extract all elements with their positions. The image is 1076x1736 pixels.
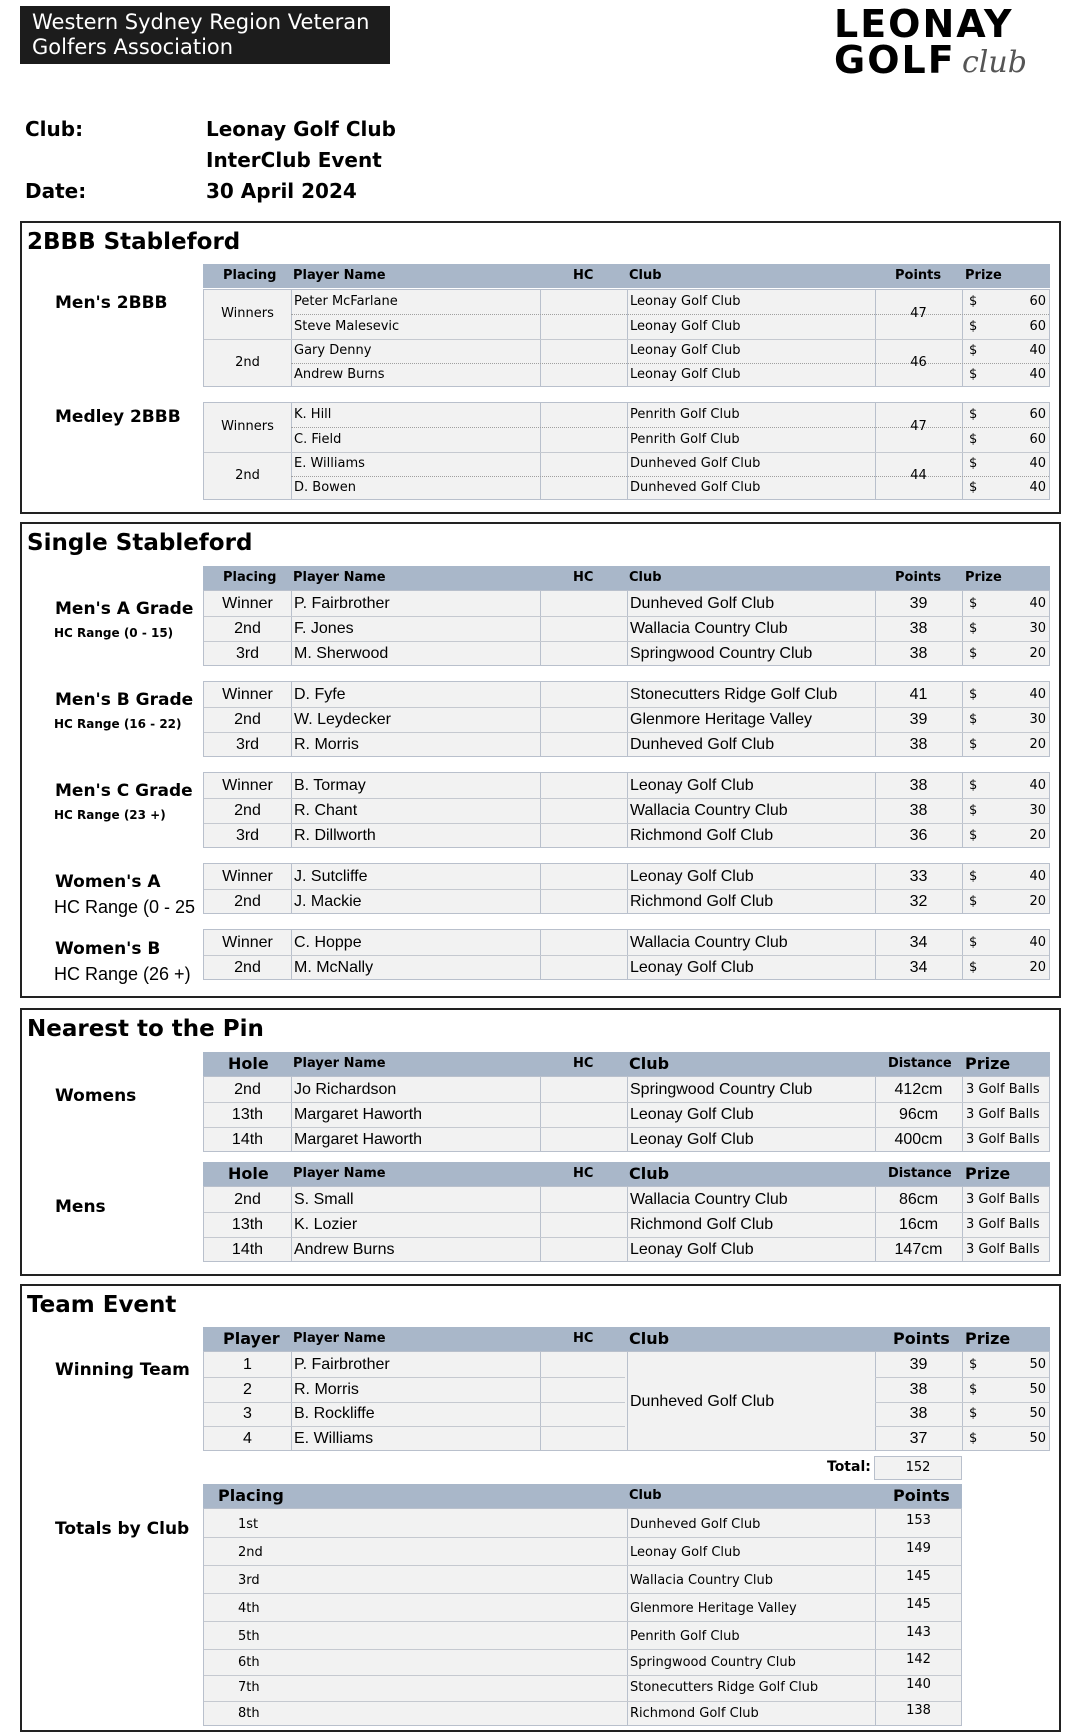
team-club-cell: Dunheved Golf Club — [630, 1393, 775, 1410]
player-name-cell: R. Morris — [294, 1381, 359, 1398]
results-block — [203, 863, 1050, 914]
club-cell: Leonay Golf Club — [630, 868, 754, 885]
player-name-cell: M. Sherwood — [294, 645, 389, 662]
placing-cell: Winners — [221, 419, 274, 434]
currency-cell: $ — [969, 407, 978, 422]
player-name-cell: K. Hill — [294, 407, 332, 422]
player-name-cell: K. Lozier — [294, 1216, 358, 1233]
team-results-block — [203, 1351, 1050, 1451]
points-cell: 38 — [909, 1405, 928, 1422]
points-cell: 153 — [906, 1513, 931, 1528]
points-cell: 34 — [909, 934, 928, 951]
header-club: Club — [629, 1488, 662, 1503]
currency-cell: $ — [969, 1382, 978, 1397]
group-label: Men's C Grade — [55, 781, 193, 801]
logo-line2: GOLF — [834, 38, 956, 82]
results-block — [203, 772, 1050, 848]
club-cell: Wallacia Country Club — [630, 934, 788, 951]
date-label: Date: — [25, 179, 87, 203]
section-2bbb-stableford — [20, 221, 1061, 514]
club-cell: Leonay Golf Club — [630, 1241, 754, 1258]
distance-cell: 147cm — [894, 1241, 943, 1258]
distance-cell: 412cm — [894, 1081, 943, 1098]
points-cell: 38 — [909, 620, 928, 637]
points-cell: 38 — [909, 736, 928, 753]
player-number-cell: 3 — [243, 1405, 252, 1422]
currency-cell: $ — [969, 319, 978, 334]
results-block — [203, 929, 1050, 980]
results-block — [203, 681, 1050, 757]
placing-cell: Winner — [222, 868, 273, 885]
currency-cell: $ — [969, 646, 978, 661]
hc-range-label: HC Range (0 - 15) — [54, 626, 174, 640]
currency-cell: $ — [969, 712, 978, 727]
placing-cell: 1st — [238, 1517, 259, 1532]
currency-cell: $ — [969, 935, 978, 950]
table-header — [203, 1484, 962, 1508]
club-cell: Richmond Golf Club — [630, 1706, 759, 1721]
club-cell: Springwood Country Club — [630, 1081, 813, 1098]
player-name-cell: Andrew Burns — [294, 1241, 395, 1258]
prize-cell: 50 — [1029, 1406, 1046, 1421]
club-cell: Wallacia Country Club — [630, 1573, 773, 1588]
club-cell: Leonay Golf Club — [630, 367, 741, 382]
points-cell: 145 — [906, 1597, 931, 1612]
header-points: Points — [893, 1329, 950, 1348]
points-cell: 47 — [910, 419, 927, 434]
hc-range-label: HC Range (23 +) — [54, 808, 166, 822]
player-name-cell: J. Sutcliffe — [294, 868, 368, 885]
player-number-cell: 4 — [243, 1430, 252, 1447]
hole-cell: 2nd — [234, 1191, 261, 1208]
club-cell: Leonay Golf Club — [630, 1131, 754, 1148]
header-prize: Prize — [965, 570, 1002, 585]
prize-cell: 3 Golf Balls — [966, 1107, 1040, 1122]
placing-cell: 7th — [238, 1680, 260, 1695]
club-cell: Stonecutters Ridge Golf Club — [630, 1680, 819, 1695]
placing-cell: 2nd — [234, 711, 261, 728]
player-name-cell: Steve Malesevic — [294, 319, 400, 334]
section-team-event — [20, 1284, 1061, 1732]
hc-range-label: HC Range (26 +) — [54, 964, 191, 984]
club-cell: Springwood Country Club — [630, 1655, 796, 1670]
placing-cell: 4th — [238, 1601, 260, 1616]
points-cell: 143 — [906, 1625, 931, 1640]
currency-cell: $ — [969, 869, 978, 884]
results-block — [203, 1186, 1050, 1262]
prize-cell: 30 — [1029, 712, 1046, 727]
hole-cell: 14th — [231, 1131, 264, 1148]
header-prize: Prize — [965, 1164, 1011, 1183]
player-name-cell: Jo Richardson — [294, 1081, 397, 1098]
club-cell: Penrith Golf Club — [630, 407, 740, 422]
points-cell: 37 — [909, 1430, 928, 1447]
prize-cell: 20 — [1029, 894, 1046, 909]
header-hole: Hole — [228, 1164, 269, 1183]
group-label: Mens — [55, 1197, 106, 1217]
header-club: Club — [629, 1329, 670, 1348]
points-cell: 41 — [909, 686, 928, 703]
prize-cell: 3 Golf Balls — [966, 1192, 1040, 1207]
table-header — [203, 1052, 1050, 1076]
placing-cell: Winner — [222, 777, 273, 794]
organisation-name-line1: Western Sydney Region Veteran — [32, 10, 370, 34]
group-label: Women's B — [55, 939, 161, 959]
header-player-name: Player Name — [293, 1166, 386, 1181]
header-hole: Hole — [228, 1054, 269, 1073]
club-cell: Glenmore Heritage Valley — [630, 711, 813, 728]
player-name-cell: R. Chant — [294, 802, 358, 819]
club-cell: Richmond Golf Club — [630, 1216, 774, 1233]
header-points: Points — [895, 570, 942, 585]
table-header — [203, 1327, 1050, 1351]
points-cell: 38 — [909, 802, 928, 819]
prize-cell: 50 — [1029, 1382, 1046, 1397]
placing-cell: 2nd — [234, 620, 261, 637]
player-name-cell: E. Williams — [294, 456, 365, 471]
points-cell: 34 — [909, 959, 928, 976]
group-label: Men's A Grade — [55, 599, 194, 619]
club-cell: Stonecutters Ridge Golf Club — [630, 686, 838, 703]
points-cell: 39 — [909, 1356, 928, 1373]
points-cell: 142 — [906, 1652, 931, 1667]
placing-cell: 2nd — [238, 1545, 263, 1560]
placing-cell: 5th — [238, 1629, 260, 1644]
currency-cell: $ — [969, 737, 978, 752]
club-cell: Wallacia Country Club — [630, 1191, 788, 1208]
logo-script: club — [962, 45, 1027, 80]
prize-cell: 20 — [1029, 960, 1046, 975]
currency-cell: $ — [969, 343, 978, 358]
prize-cell: 30 — [1029, 803, 1046, 818]
organisation-banner — [20, 6, 390, 64]
points-cell: 38 — [909, 777, 928, 794]
club-cell: Penrith Golf Club — [630, 1629, 740, 1644]
distance-cell: 16cm — [898, 1216, 939, 1233]
group-label: Men's 2BBB — [55, 293, 168, 313]
points-cell: 44 — [910, 468, 927, 483]
header-hc: HC — [573, 1166, 594, 1181]
club-cell: Richmond Golf Club — [630, 893, 774, 910]
placing-cell: 8th — [238, 1706, 260, 1721]
currency-cell: $ — [969, 621, 978, 636]
header-prize: Prize — [965, 268, 1002, 283]
placing-cell: 2nd — [234, 959, 261, 976]
group-label: Women's A — [55, 872, 161, 892]
club-cell: Penrith Golf Club — [630, 432, 740, 447]
placing-cell: Winner — [222, 595, 273, 612]
placing-cell: Winner — [222, 686, 273, 703]
currency-cell: $ — [969, 1431, 978, 1446]
header-prize: Prize — [965, 1329, 1011, 1348]
prize-cell: 60 — [1029, 294, 1046, 309]
placing-cell: 6th — [238, 1655, 260, 1670]
currency-cell: $ — [969, 778, 978, 793]
prize-cell: 40 — [1029, 935, 1046, 950]
club-cell: Leonay Golf Club — [630, 959, 754, 976]
club-cell: Wallacia Country Club — [630, 620, 788, 637]
header-distance: Distance — [888, 1056, 952, 1071]
prize-cell: 40 — [1029, 480, 1046, 495]
club-cell: Glenmore Heritage Valley — [630, 1601, 797, 1616]
totals-by-club-label: Totals by Club — [55, 1519, 190, 1539]
total-value: 152 — [874, 1456, 962, 1480]
club-cell: Dunheved Golf Club — [630, 480, 761, 495]
player-name-cell: C. Field — [294, 432, 342, 447]
player-name-cell: Gary Denny — [294, 343, 372, 358]
distance-cell: 96cm — [898, 1106, 939, 1123]
group-label: Medley 2BBB — [55, 407, 181, 427]
header-club: Club — [629, 1164, 670, 1183]
group-label: Womens — [55, 1086, 137, 1106]
player-name-cell: R. Morris — [294, 736, 359, 753]
header-distance: Distance — [888, 1166, 952, 1181]
header-prize: Prize — [965, 1054, 1011, 1073]
currency-cell: $ — [969, 894, 978, 909]
currency-cell: $ — [969, 1406, 978, 1421]
currency-cell: $ — [969, 294, 978, 309]
section-title: Team Event — [27, 1292, 177, 1318]
player-name-cell: M. McNally — [294, 959, 374, 976]
header-hc: HC — [573, 268, 594, 283]
currency-cell: $ — [969, 367, 978, 382]
player-name-cell: D. Bowen — [294, 480, 357, 495]
placing-cell: 3rd — [235, 736, 260, 753]
player-name-cell: F. Jones — [294, 620, 354, 637]
placing-cell: 3rd — [235, 645, 260, 662]
club-label: Club: — [25, 117, 84, 141]
logo-line1: LEONAY — [834, 2, 1014, 46]
club-cell: Dunheved Golf Club — [630, 736, 775, 753]
distance-cell: 400cm — [894, 1131, 943, 1148]
club-cell: Wallacia Country Club — [630, 802, 788, 819]
header-player-name: Player Name — [293, 1056, 386, 1071]
header-club: Club — [629, 268, 662, 283]
player-name-cell: R. Dillworth — [294, 827, 376, 844]
prize-cell: 3 Golf Balls — [966, 1217, 1040, 1232]
section-title: 2BBB Stableford — [27, 229, 241, 255]
header-player-name: Player Name — [293, 1331, 386, 1346]
player-name-cell: S. Small — [294, 1191, 354, 1208]
section-title: Nearest to the Pin — [27, 1016, 264, 1042]
player-name-cell: P. Fairbrother — [294, 1356, 390, 1373]
results-block — [203, 289, 1050, 387]
currency-cell: $ — [969, 432, 978, 447]
currency-cell: $ — [969, 687, 978, 702]
section-title: Single Stableford — [27, 530, 253, 556]
points-cell: 38 — [909, 645, 928, 662]
prize-cell: 60 — [1029, 432, 1046, 447]
club-value: Leonay Golf Club — [206, 117, 396, 141]
points-cell: 46 — [910, 355, 927, 370]
group-label: Men's B Grade — [55, 690, 194, 710]
header-hc: HC — [573, 1056, 594, 1071]
points-cell: 36 — [909, 827, 928, 844]
currency-cell: $ — [969, 828, 978, 843]
placing-cell: 2nd — [234, 802, 261, 819]
prize-cell: 60 — [1029, 407, 1046, 422]
placing-cell: Winner — [222, 934, 273, 951]
club-cell: Leonay Golf Club — [630, 294, 741, 309]
points-cell: 39 — [909, 711, 928, 728]
prize-cell: 50 — [1029, 1357, 1046, 1372]
club-cell: Springwood Country Club — [630, 645, 813, 662]
total-label: Total: — [827, 1459, 871, 1475]
header-placing: Placing — [223, 268, 277, 283]
placing-cell: 2nd — [235, 355, 260, 370]
points-cell: 32 — [909, 893, 928, 910]
section-single-stableford — [20, 522, 1061, 998]
hole-cell: 14th — [231, 1241, 264, 1258]
player-name-cell: E. Williams — [294, 1430, 374, 1447]
hole-cell: 2nd — [234, 1081, 261, 1098]
prize-cell: 30 — [1029, 621, 1046, 636]
currency-cell: $ — [969, 803, 978, 818]
points-cell: 138 — [906, 1703, 931, 1718]
totals-block — [203, 1508, 962, 1726]
table-header — [203, 1162, 1050, 1186]
date-value: 30 April 2024 — [206, 179, 357, 203]
prize-cell: 60 — [1029, 319, 1046, 334]
club-cell: Richmond Golf Club — [630, 827, 774, 844]
prize-cell: 20 — [1029, 828, 1046, 843]
leonay-golf-club-logo — [834, 4, 1064, 80]
points-cell: 149 — [906, 1541, 931, 1556]
points-cell: 145 — [906, 1569, 931, 1584]
header-club: Club — [629, 1054, 670, 1073]
club-cell: Leonay Golf Club — [630, 343, 741, 358]
placing-cell: 2nd — [235, 468, 260, 483]
winning-team-label: Winning Team — [55, 1360, 190, 1380]
header-points: Points — [893, 1486, 950, 1505]
results-block — [203, 1076, 1050, 1152]
points-cell: 47 — [910, 306, 927, 321]
prize-cell: 40 — [1029, 869, 1046, 884]
header-player: Player — [223, 1329, 280, 1348]
header-points: Points — [895, 268, 942, 283]
club-cell: Dunheved Golf Club — [630, 595, 775, 612]
points-cell: 38 — [909, 1381, 928, 1398]
player-name-cell: Margaret Haworth — [294, 1131, 423, 1148]
player-name-cell: J. Mackie — [294, 893, 362, 910]
club-cell: Leonay Golf Club — [630, 1106, 754, 1123]
prize-cell: 3 Golf Balls — [966, 1132, 1040, 1147]
prize-cell: 40 — [1029, 596, 1046, 611]
header-hc: HC — [573, 1331, 594, 1346]
header-club: Club — [629, 570, 662, 585]
currency-cell: $ — [969, 1357, 978, 1372]
prize-cell: 3 Golf Balls — [966, 1242, 1040, 1257]
prize-cell: 40 — [1029, 367, 1046, 382]
player-name-cell: B. Rockliffe — [294, 1405, 375, 1422]
hole-cell: 13th — [231, 1106, 264, 1123]
header-player-name: Player Name — [293, 570, 386, 585]
points-cell: 140 — [906, 1677, 931, 1692]
player-name-cell: B. Tormay — [294, 777, 366, 794]
placing-cell: 3rd — [238, 1573, 260, 1588]
player-number-cell: 2 — [243, 1381, 252, 1398]
header-placing: Placing — [218, 1486, 284, 1505]
prize-cell: 40 — [1029, 456, 1046, 471]
organisation-name-line2: Golfers Association — [32, 35, 234, 59]
player-name-cell: W. Leydecker — [294, 711, 391, 728]
prize-cell: 40 — [1029, 687, 1046, 702]
prize-cell: 40 — [1029, 778, 1046, 793]
currency-cell: $ — [969, 480, 978, 495]
player-name-cell: Peter McFarlane — [294, 294, 398, 309]
club-cell: Leonay Golf Club — [630, 319, 741, 334]
hc-range-label: HC Range (16 - 22) — [54, 717, 182, 731]
section-nearest-to-pin — [20, 1008, 1061, 1276]
results-block — [203, 590, 1050, 666]
placing-cell: 2nd — [234, 893, 261, 910]
header-player-name: Player Name — [293, 268, 386, 283]
hc-range-label: HC Range (0 - 25 — [54, 897, 196, 917]
header-placing: Placing — [223, 570, 277, 585]
distance-cell: 86cm — [898, 1191, 939, 1208]
currency-cell: $ — [969, 596, 978, 611]
player-name-cell: D. Fyfe — [294, 686, 346, 703]
points-cell: 33 — [909, 868, 928, 885]
event-value: InterClub Event — [206, 148, 382, 172]
player-name-cell: Andrew Burns — [294, 367, 385, 382]
club-cell: Dunheved Golf Club — [630, 456, 761, 471]
currency-cell: $ — [969, 456, 978, 471]
points-cell: 39 — [909, 595, 928, 612]
club-cell: Leonay Golf Club — [630, 777, 754, 794]
club-cell: Leonay Golf Club — [630, 1545, 741, 1560]
results-block — [203, 402, 1050, 500]
prize-cell: 50 — [1029, 1431, 1046, 1446]
placing-cell: 3rd — [235, 827, 260, 844]
currency-cell: $ — [969, 960, 978, 975]
club-cell: Dunheved Golf Club — [630, 1517, 761, 1532]
player-number-cell: 1 — [243, 1356, 252, 1373]
player-name-cell: P. Fairbrother — [294, 595, 390, 612]
header-hc: HC — [573, 570, 594, 585]
prize-cell: 20 — [1029, 646, 1046, 661]
player-name-cell: Margaret Haworth — [294, 1106, 423, 1123]
placing-cell: Winners — [221, 306, 274, 321]
table-header — [203, 264, 1050, 288]
hole-cell: 13th — [231, 1216, 264, 1233]
prize-cell: 20 — [1029, 737, 1046, 752]
table-header — [203, 566, 1050, 590]
prize-cell: 40 — [1029, 343, 1046, 358]
player-name-cell: C. Hoppe — [294, 934, 362, 951]
prize-cell: 3 Golf Balls — [966, 1082, 1040, 1097]
